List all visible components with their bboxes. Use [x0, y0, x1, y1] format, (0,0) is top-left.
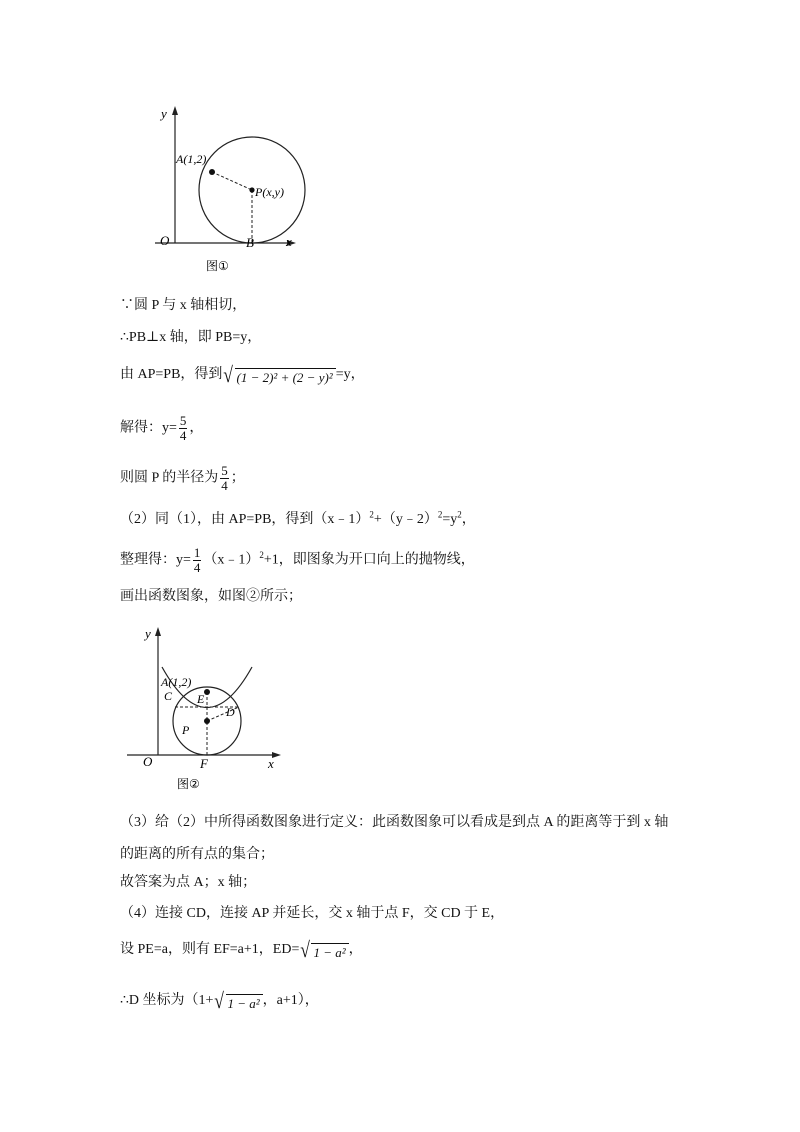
point-a-dot: [209, 169, 215, 175]
radical-expression: √ 1 − a²: [299, 939, 348, 961]
text-line-10: 的距离的所有点的集合；: [120, 847, 274, 862]
point-p-label: P: [182, 723, 190, 737]
text-line-4: 解得：y= $\frac{5}{4}$ ，: [120, 413, 204, 443]
figure-2: [115, 620, 295, 800]
radical-expression: √ 1 − a²: [213, 990, 262, 1012]
point-a-label: A(1,2): [176, 152, 207, 166]
point-f-label: F: [200, 756, 208, 771]
point-d-label: D: [226, 705, 235, 719]
figure-1-caption: 图①: [206, 259, 229, 273]
point-a-dot: [204, 689, 210, 695]
text-line-11: 故答案为点 A；x 轴；: [120, 875, 257, 890]
point-b-label: B: [246, 235, 254, 250]
x-axis-label: x: [268, 756, 274, 771]
point-p-dot: [249, 187, 254, 192]
y-axis-label: y: [145, 626, 151, 641]
text-line-5: 则圆 P 的半径为 $\frac{5}{4}$ ；: [120, 463, 245, 493]
text-line-14: ∴D 坐标为（1+ √ 1 − a² ，a+1），: [120, 988, 319, 1013]
y-axis-arrow: [172, 106, 178, 115]
point-e-label: E: [197, 692, 205, 706]
point-a-label: A(1,2): [161, 675, 192, 689]
y-axis-arrow: [155, 627, 161, 636]
x-axis-label: x: [286, 234, 292, 249]
text-line-3: 由 AP=PB，得到 √ (1 − 2)² + (2 − y)² =y，: [120, 362, 365, 387]
segment-ap: [212, 172, 252, 190]
point-p-dot: [204, 718, 210, 724]
text-line-1: ∵圆 P 与 x 轴相切，: [120, 298, 247, 313]
fraction: $\frac{1}{4}$: [193, 545, 201, 575]
text-line-9: （3）给（2）中所得函数图象进行定义：此函数图象可以看成是到点 A 的距离等于到 x 轴: [120, 815, 669, 830]
text-line-7: 整理得：y= $\frac{1}{4}$ （x﹣1）$^2$+1，即图象为开口向上的抛物线，: [120, 545, 475, 575]
radical-expression: √ (1 − 2)² + (2 − y)²: [222, 364, 335, 386]
figure-1: [140, 100, 310, 275]
point-c-label: C: [164, 689, 173, 703]
text-line-12: （4）连接 CD，连接 AP 并延长，交 x 轴于点 F，交 CD 于 E，: [120, 906, 505, 921]
figure-2-caption: 图②: [177, 777, 200, 791]
y-axis-label: y: [161, 106, 167, 121]
text-line-8: 画出函数图象，如图②所示；: [120, 589, 302, 604]
text-line-13: 设 PE=a，则有 EF=a+1，ED= √ 1 − a² ，: [120, 937, 363, 962]
origin-label: O: [143, 754, 153, 769]
point-p-label: P(x,y): [255, 185, 284, 199]
origin-label: O: [160, 233, 170, 248]
fraction: $\frac{5}{4}$: [179, 413, 187, 443]
text-line-6: （2）同（1），由 AP=PB，得到$(x﹣1)^2+(y﹣2)^2=y^2$，: [120, 509, 476, 527]
fraction: $\frac{5}{4}$: [221, 463, 228, 493]
text-line-2: ∴PB⊥x 轴，即 PB=y，: [120, 330, 262, 345]
